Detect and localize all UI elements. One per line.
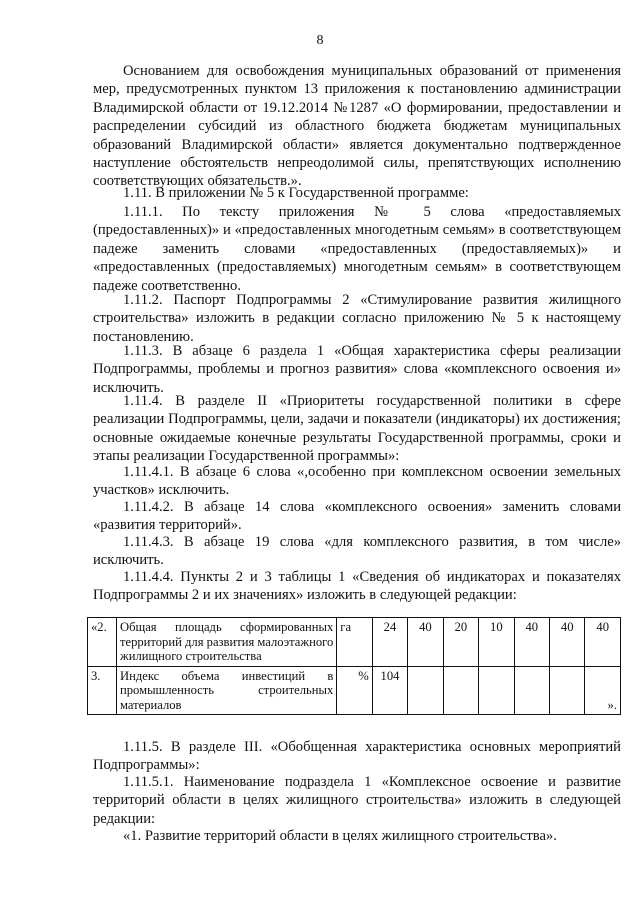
table-row xyxy=(88,666,621,715)
table-row xyxy=(88,618,621,667)
paragraph-1-11-5: 1.11.5. В разделе III. «Обобщенная характеристика основных мероприятий Подпрограммы»: xyxy=(93,739,621,774)
value-cell xyxy=(479,666,514,715)
paragraph-1-11-2: 1.11.2. Паспорт Подпрограммы 2 «Стимулирование развития жилищного строительства» изложить в редакции согласно приложению № 5 к настоящему постановлению. xyxy=(93,292,621,345)
unit-cell: га xyxy=(337,618,372,667)
closing-quote: ». xyxy=(585,666,621,715)
paragraph-1-11-3: 1.11.3. В абзаце 6 раздела 1 «Общая характеристика сферы реализации Подпрограммы, проблемы и прогноз развития» слова «комплексного освоения и» исключить. xyxy=(93,343,621,396)
indicators-table xyxy=(87,617,621,715)
paragraph-1-11-4-2: 1.11.4.2. В абзаце 14 слова «комплексного освоения» заменить словами «развития территорий». xyxy=(93,499,621,534)
row-number: «2. xyxy=(88,618,117,667)
paragraph-exemption-basis: Основанием для освобождения муниципальных образований от применения мер, предусмотренных пунктом 13 приложения к постановлению администрации Владимирской области от 19.12.2014 №1287 «О формировании, предоставлении и распределении субсидий из областного бюджета бюджетам муниципальных образований Владимирской области» является документально подтвержденное наступление обстоятельств непреодолимой силы, препятствующих исполнению соответствующих обязательств.». xyxy=(93,63,621,190)
row-number: 3. xyxy=(88,666,117,715)
value-cell: 104 xyxy=(372,666,407,715)
value-cell: 40 xyxy=(585,618,621,667)
paragraph-1-11-1: 1.11.1. По тексту приложения № 5 слова «предоставляемых (предоставленных)» и «предоставленных многодетным семьям» в соответствующем падеже заменить словами «предоставленных (предоставляемых)» и «предоставленных (предоставляемых) многодетным семьям» в соответствующем падеже соответственно. xyxy=(93,204,621,294)
paragraph-1-11-4-3: 1.11.4.3. В абзаце 19 слова «для комплексного развития, в том числе» исключить. xyxy=(93,534,621,569)
value-cell: 40 xyxy=(408,618,443,667)
page-number: 8 xyxy=(316,33,324,48)
indicator-name: Общая площадь сформированных территорий для развития малоэтажного жилищного строительства xyxy=(117,618,337,667)
value-cell xyxy=(443,666,478,715)
paragraph-1-11-4-1: 1.11.4.1. В абзаце 6 слова «,особенно при комплексном освоении земельных участков» исключить. xyxy=(93,464,621,499)
value-cell: 40 xyxy=(514,618,549,667)
value-cell xyxy=(550,666,585,715)
paragraph-1-11-4-4: 1.11.4.4. Пункты 2 и 3 таблицы 1 «Сведения об индикаторах и показателях Подпрограммы 2 и их значениях» изложить в следующей редакции: xyxy=(93,569,621,604)
value-cell xyxy=(408,666,443,715)
paragraph-1-11-4: 1.11.4. В разделе II «Приоритеты государственной политики в сфере реализации Подпрограммы, цели, задачи и показатели (индикаторы) их достижения; основные ожидаемые конечные результаты Государственной программы, сроки и этапы реализации Государственной программы»: xyxy=(93,393,621,465)
value-cell: 10 xyxy=(479,618,514,667)
indicator-name: Индекс объема инвестиций в промышленность строительных материалов xyxy=(117,666,337,715)
value-cell xyxy=(514,666,549,715)
value-cell: 24 xyxy=(372,618,407,667)
paragraph-1-11: 1.11. В приложении № 5 к Государственной программе: xyxy=(123,185,469,201)
value-cell: 40 xyxy=(550,618,585,667)
paragraph-1-11-5-1: 1.11.5.1. Наименование подраздела 1 «Комплексное освоение и развитие территорий области в целях жилищного строительства» изложить в следующей редакции: xyxy=(93,774,621,827)
paragraph-new-title: «1. Развитие территорий области в целях жилищного строительства». xyxy=(123,828,557,844)
value-cell: 20 xyxy=(443,618,478,667)
unit-cell: % xyxy=(337,666,372,715)
